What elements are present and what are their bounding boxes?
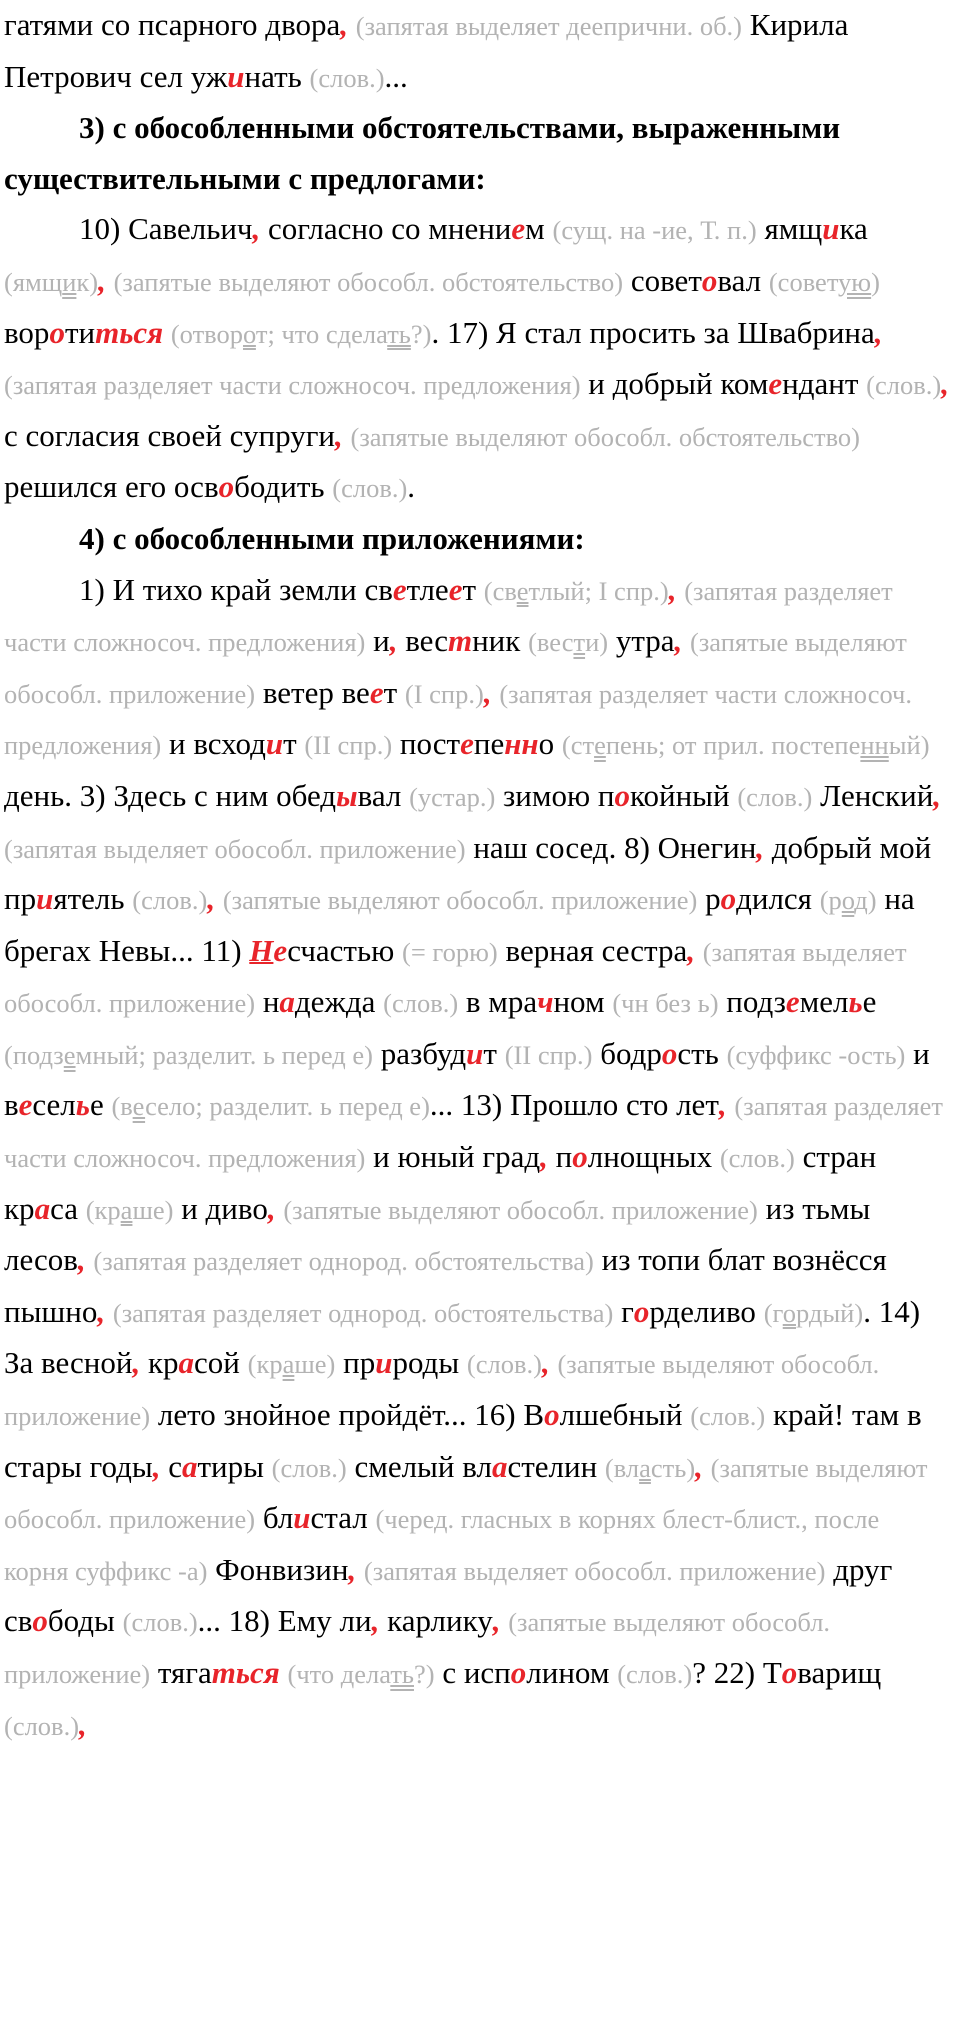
- highlight-letter: нн: [504, 726, 539, 762]
- comma-mark: ,: [97, 1293, 106, 1329]
- text-run: в мра: [458, 984, 538, 1020]
- text-run: ятель: [53, 881, 133, 917]
- highlight-letter: ться: [95, 314, 164, 350]
- grammar-note: ше): [294, 1349, 336, 1380]
- text-run: ветер ве: [255, 674, 370, 710]
- grammar-note: (I спр.): [404, 678, 484, 709]
- text-run: н: [255, 984, 280, 1020]
- highlight-letter: и: [375, 1345, 393, 1381]
- comma-mark: ,: [540, 1139, 548, 1175]
- comma-mark: ,: [483, 674, 492, 710]
- highlight-letter: и: [36, 881, 54, 917]
- comma-mark: ,: [874, 314, 883, 350]
- grammar-note: сть): [650, 1452, 696, 1483]
- grammar-note-underlined: о: [782, 1297, 796, 1328]
- grammar-note: (слов.): [271, 1452, 347, 1483]
- grammar-note: (кр: [85, 1194, 121, 1225]
- text-run: мел: [799, 984, 849, 1020]
- grammar-note: (= горю): [402, 936, 498, 967]
- highlight-letter: е: [273, 932, 288, 968]
- grammar-note-underlined: и: [62, 266, 77, 297]
- text-run: т: [283, 726, 305, 762]
- highlight-letter: ч: [537, 984, 554, 1020]
- grammar-note-underlined: о: [841, 885, 855, 916]
- text-run: ндант: [782, 366, 867, 402]
- highlight-letter: ь: [848, 984, 863, 1020]
- comma-mark: ,: [77, 1242, 86, 1278]
- grammar-note-underlined: о: [242, 318, 256, 349]
- grammar-note: (слов.): [122, 1607, 198, 1638]
- comma-mark: ,: [371, 1603, 380, 1639]
- text-run: с: [160, 1448, 182, 1484]
- heading-section-3: 3) с обособленными обстоятельствами, выраженными существительными с предлогами:: [4, 110, 841, 196]
- grammar-note: мный; разделит. ь перед е): [75, 1039, 373, 1070]
- text-run: вал: [357, 777, 410, 813]
- text-run: п: [547, 1139, 573, 1175]
- text-run: стал: [310, 1500, 376, 1536]
- grammar-note: (св: [483, 575, 517, 606]
- text-run: совет: [623, 262, 702, 298]
- comma-mark: ,: [348, 1551, 357, 1587]
- text-run: тиры: [197, 1448, 272, 1484]
- text-run: бодр: [592, 1035, 662, 1071]
- grammar-note: (запятая разделяет части сложносоч. предложения): [4, 575, 893, 658]
- text-run: сел: [32, 1087, 76, 1123]
- text-run: ...: [384, 58, 408, 94]
- text-run: край! там в стары годы: [4, 1397, 922, 1484]
- highlight-letter: е: [18, 1087, 33, 1123]
- text-run: ... 13) Прошло сто лет: [429, 1087, 719, 1123]
- highlight-letter: о: [701, 262, 718, 298]
- heading-section-4: 4) с обособленными приложениями:: [79, 520, 585, 556]
- highlight-letter: о: [720, 881, 737, 917]
- highlight-letter: е: [785, 984, 800, 1020]
- text-run: лнощных: [587, 1139, 720, 1175]
- text-run: е: [89, 1087, 112, 1123]
- grammar-note: ): [871, 266, 880, 297]
- highlight-letter: о: [32, 1603, 48, 1639]
- comma-mark: ,: [340, 7, 349, 42]
- text-run: сть: [677, 1035, 727, 1071]
- highlight-letter: а: [181, 1448, 198, 1484]
- highlight-letter: е: [392, 571, 407, 607]
- text-run: и всход: [161, 726, 266, 762]
- grammar-note: (в: [111, 1091, 133, 1122]
- grammar-note: (запятые выделяют обособл. приложение): [4, 1349, 880, 1432]
- text-run: утра: [608, 623, 675, 659]
- comma-mark: ,: [687, 932, 695, 968]
- grammar-note: (чн без ь): [612, 988, 719, 1019]
- highlight-letter: е: [460, 726, 474, 762]
- comma-mark: ,: [389, 623, 398, 659]
- grammar-note: (ямщ: [4, 266, 63, 297]
- grammar-note: (вл: [604, 1452, 640, 1483]
- text-run: [356, 1552, 364, 1587]
- comma-mark: ,: [207, 881, 216, 917]
- grammar-note: (кр: [247, 1349, 283, 1380]
- grammar-note: (слов.): [690, 1401, 766, 1432]
- grammar-note: (запятые выделяют обособл. приложение): [4, 1607, 831, 1689]
- text-run: лшебный: [559, 1397, 691, 1433]
- grammar-note: (запятые выделяют обособл. обстоятельство): [113, 266, 624, 297]
- highlight-letter: о: [614, 777, 630, 813]
- highlight-letter: а: [279, 984, 295, 1020]
- grammar-note-underlined: ть: [390, 1659, 414, 1689]
- grammar-note: (слов.): [332, 473, 408, 504]
- grammar-note-underlined: е: [63, 1039, 76, 1070]
- highlight-letter: т: [447, 623, 473, 659]
- highlight-letter: е: [369, 674, 384, 710]
- grammar-note-underlined: е: [132, 1091, 146, 1122]
- highlight-letter: о: [218, 469, 235, 505]
- grammar-note-underlined: ую: [838, 266, 872, 297]
- grammar-note: (запятая выделяет обособл. приложение): [4, 833, 466, 864]
- highlight-letter: и: [227, 58, 245, 94]
- comma-mark: ,: [718, 1087, 727, 1123]
- text-run: согласно со мнени: [260, 211, 512, 247]
- text-run: [343, 418, 351, 453]
- grammar-note: (запятые выделяют обособл. приложение): [4, 1452, 928, 1535]
- grammar-note-underlined: нн: [860, 730, 889, 761]
- text-run: вес: [397, 623, 448, 659]
- grammar-note: (запятая выделяет обособл. приложение): [4, 936, 907, 1019]
- text-run: о: [538, 726, 562, 762]
- text-run: ник: [472, 623, 529, 659]
- text-run: бл: [255, 1500, 294, 1536]
- grammar-note: ше): [132, 1194, 174, 1225]
- highlight-letter: о: [49, 314, 65, 350]
- highlight-letter: о: [544, 1397, 560, 1433]
- highlight-letter: ь: [75, 1087, 90, 1123]
- grammar-note: (суффикс -ость): [726, 1039, 906, 1070]
- text-run: из топи блат вознёсся пышно: [4, 1242, 887, 1329]
- grammar-note-underlined: е: [594, 730, 606, 761]
- grammar-note: (вес: [528, 627, 574, 658]
- highlight-letter: Н: [249, 932, 274, 968]
- text-run: день. 3) Здесь с ним обед: [4, 777, 337, 813]
- text-run: дежда: [294, 984, 384, 1020]
- text-run: пе: [473, 726, 505, 762]
- highlight-letter: и: [265, 726, 284, 762]
- text-run: г: [613, 1293, 634, 1329]
- highlight-letter: а: [178, 1345, 195, 1381]
- text-run: [163, 315, 171, 350]
- grammar-note: ?): [410, 318, 432, 349]
- comma-mark: ,: [668, 571, 677, 607]
- comma-mark: ,: [335, 417, 343, 453]
- grammar-note: (II спр.): [304, 730, 393, 761]
- grammar-note: (слов.): [737, 781, 813, 812]
- grammar-note: (устар.): [409, 781, 496, 812]
- text-run: . 14) За весной: [4, 1293, 921, 1381]
- grammar-note: (слов.): [383, 988, 459, 1019]
- grammar-note-underlined: а: [120, 1194, 133, 1225]
- text-run: наш сосед. 8) Онегин: [465, 829, 757, 865]
- grammar-note: (запятая выделяет обособл. приложение): [363, 1555, 826, 1586]
- text-run: р: [697, 881, 721, 917]
- grammar-note: (г: [763, 1297, 783, 1328]
- text-run: и добрый ком: [580, 366, 769, 402]
- text-run: ... 18) Ему ли: [197, 1603, 372, 1639]
- text-run: бодить: [234, 469, 333, 505]
- grammar-note: (II спр.): [504, 1039, 593, 1070]
- grammar-note: (запятая разделяет части сложносоч. предложения): [4, 370, 581, 401]
- paragraph-1: [4, 0, 950, 103]
- text-run: стелин: [507, 1448, 605, 1484]
- grammar-note: (сущ. на -ие, Т. п.): [552, 215, 757, 246]
- comma-mark: ,: [132, 1345, 141, 1381]
- paragraph-3: [4, 204, 950, 514]
- highlight-letter: е: [511, 211, 526, 247]
- text-run: вор: [4, 314, 50, 350]
- grammar-note: (запятая разделяет части сложносоч. предложения): [4, 1091, 943, 1174]
- grammar-note: т; что сдела: [255, 318, 388, 349]
- highlight-letter: е: [768, 366, 783, 402]
- text-run: м: [525, 211, 553, 247]
- highlight-letter: а: [491, 1448, 508, 1484]
- text-run: т: [462, 571, 484, 607]
- text-run: ка: [839, 211, 868, 247]
- highlight-letter: и: [466, 1035, 484, 1071]
- text-run: рделиво: [649, 1293, 764, 1329]
- highlight-letter: и: [822, 211, 840, 247]
- highlight-letter: ы: [336, 777, 358, 813]
- comma-mark: ,: [152, 1448, 161, 1484]
- text-run: [106, 263, 114, 298]
- text-run: Фонвизин: [207, 1551, 349, 1587]
- text-run: с исп: [434, 1655, 511, 1690]
- comma-mark: ,: [695, 1448, 703, 1484]
- grammar-note: (слов.): [4, 1710, 80, 1741]
- grammar-note: (запятые выделяют обособл. приложение): [283, 1194, 758, 1225]
- text-run: . 17) Я стал просить за Швабрина: [431, 314, 875, 350]
- grammar-note: (слов.): [309, 62, 385, 93]
- highlight-letter: о: [633, 1293, 650, 1329]
- comma-mark: ,: [674, 623, 683, 659]
- text-run: .: [407, 469, 416, 505]
- text-run: и диво: [173, 1190, 268, 1226]
- text-run: 1) И тихо край земли св: [79, 571, 393, 607]
- text-run: сой: [194, 1345, 248, 1381]
- highlight-letter: о: [572, 1139, 588, 1175]
- paragraph-4: [4, 565, 950, 1752]
- text-run: Кирила Петрович сел уж: [4, 7, 849, 94]
- grammar-note: д): [854, 885, 877, 916]
- text-run: ти: [64, 314, 96, 350]
- text-run: и в: [4, 1035, 930, 1123]
- grammar-note: тлый; I спр.): [528, 575, 669, 606]
- text-run: [105, 1294, 113, 1329]
- grammar-note: (ст: [561, 730, 595, 761]
- grammar-note-underlined: а: [639, 1452, 651, 1483]
- grammar-note: ый): [888, 730, 930, 761]
- text-run: добрый мой пр: [4, 829, 932, 917]
- highlight-letter: и: [293, 1500, 311, 1536]
- highlight-letter: ться: [211, 1655, 280, 1690]
- text-run: смелый вл: [346, 1448, 492, 1484]
- text-run: 10) Савельич: [79, 211, 253, 247]
- text-run: е: [862, 984, 877, 1020]
- grammar-note-underlined: е: [516, 575, 529, 606]
- text-run: зимою п: [495, 777, 615, 813]
- text-run: [695, 933, 703, 968]
- grammar-note-underlined: ть: [387, 318, 411, 349]
- grammar-note: (запятые выделяют обособл. приложение): [222, 885, 698, 916]
- text-run: боды: [47, 1603, 123, 1639]
- highlight-letter: о: [510, 1655, 527, 1690]
- text-run: гатями со псарного двора: [4, 7, 341, 42]
- text-run: из тьмы лесов: [4, 1190, 871, 1278]
- grammar-note: (совет: [768, 266, 839, 297]
- text-run: счастью: [287, 932, 403, 968]
- grammar-note: (слов.): [132, 885, 208, 916]
- grammar-note: (запятые выделяют обособл. приложение): [4, 627, 907, 709]
- grammar-note-underlined: а: [282, 1349, 295, 1380]
- grammar-note: и): [585, 627, 609, 658]
- text-run: верная сестра: [497, 932, 688, 968]
- comma-mark: ,: [941, 366, 949, 402]
- text-run: карлику: [379, 1603, 493, 1639]
- text-run: ямщ: [756, 211, 823, 247]
- grammar-note: (запятая выделяет деепрични. об.): [355, 11, 743, 41]
- text-run: тле: [406, 571, 449, 607]
- comma-mark: ,: [98, 262, 106, 298]
- text-run: дился: [736, 881, 820, 917]
- comma-mark: ,: [252, 211, 261, 247]
- grammar-note: (слов.): [866, 370, 942, 401]
- text-run: подз: [718, 984, 786, 1020]
- grammar-note: рдый): [795, 1297, 864, 1328]
- grammar-note: (слов.): [719, 1143, 795, 1174]
- comma-mark: ,: [79, 1706, 87, 1742]
- comma-mark: ,: [541, 1345, 550, 1381]
- comma-mark: ,: [492, 1603, 501, 1639]
- grammar-note: (слов.): [617, 1659, 693, 1689]
- text-run: с согласия своей супруги: [4, 417, 335, 453]
- text-run: нать: [244, 58, 310, 94]
- text-run: и юный град: [365, 1139, 541, 1175]
- grammar-note: село; разделит. ь перед е): [145, 1091, 430, 1122]
- text-run: разбуд: [372, 1035, 467, 1071]
- grammar-note: (запятая разделяет однород. обстоятельства): [112, 1297, 614, 1328]
- text-run: кр: [140, 1345, 179, 1381]
- grammar-note: (отвор: [170, 318, 243, 349]
- grammar-note: пень; от прил. постепе: [605, 730, 861, 761]
- highlight-letter: о: [781, 1655, 798, 1690]
- text-run: варищ: [797, 1655, 882, 1690]
- highlight-letter: а: [34, 1190, 51, 1226]
- text-run: друг св: [4, 1551, 893, 1639]
- text-run: пр: [335, 1345, 376, 1381]
- text-run: лето знойное пройдёт... 16) В: [150, 1397, 545, 1433]
- text-run: ном: [553, 984, 613, 1020]
- highlight-letter: о: [661, 1035, 678, 1071]
- text-run: [703, 1449, 711, 1484]
- text-run: са: [50, 1190, 86, 1226]
- grammar-note: (запятая разделяет однород. обстоятельства): [93, 1246, 594, 1277]
- highlight-letter: е: [448, 571, 463, 607]
- text-run: решился его осв: [4, 469, 219, 505]
- grammar-note: (запятая разделяет части сложносоч. предложения): [4, 678, 912, 761]
- comma-mark: ,: [267, 1190, 276, 1226]
- text-run: Ленский: [812, 777, 934, 813]
- text-run: тяга: [150, 1655, 212, 1690]
- text-run: [348, 7, 356, 42]
- grammar-note: (р: [819, 885, 842, 916]
- text-run: лином: [526, 1655, 618, 1690]
- text-run: стран кр: [4, 1139, 877, 1226]
- text-run: роды: [392, 1345, 467, 1381]
- text-run: вал: [717, 262, 769, 298]
- grammar-note: (черед. гласных в корнях блест-блист., после корня суффикс -а): [4, 1504, 880, 1586]
- text-run: ? 22) Т: [692, 1655, 782, 1690]
- text-run: и: [365, 623, 390, 659]
- grammar-note: (слов.): [466, 1349, 542, 1380]
- grammar-note: (запятые выделяют обособл. обстоятельство): [350, 421, 860, 452]
- grammar-note: к): [76, 266, 99, 297]
- text-run: [280, 1655, 288, 1690]
- text-run: на брегах Невы... 11): [4, 881, 915, 968]
- grammar-note: (подз: [4, 1039, 64, 1070]
- comma-mark: ,: [933, 777, 942, 813]
- text-run: т: [483, 1035, 505, 1071]
- grammar-note: (что дела: [287, 1659, 391, 1689]
- text-run: [682, 623, 690, 658]
- comma-mark: ,: [756, 829, 765, 865]
- text-run: пост: [392, 726, 461, 762]
- grammar-note-underlined: т: [573, 627, 586, 658]
- text-run: койный: [630, 777, 738, 813]
- grammar-note: ?): [413, 1659, 435, 1689]
- text-run: [215, 881, 223, 916]
- text-run: т: [383, 674, 405, 710]
